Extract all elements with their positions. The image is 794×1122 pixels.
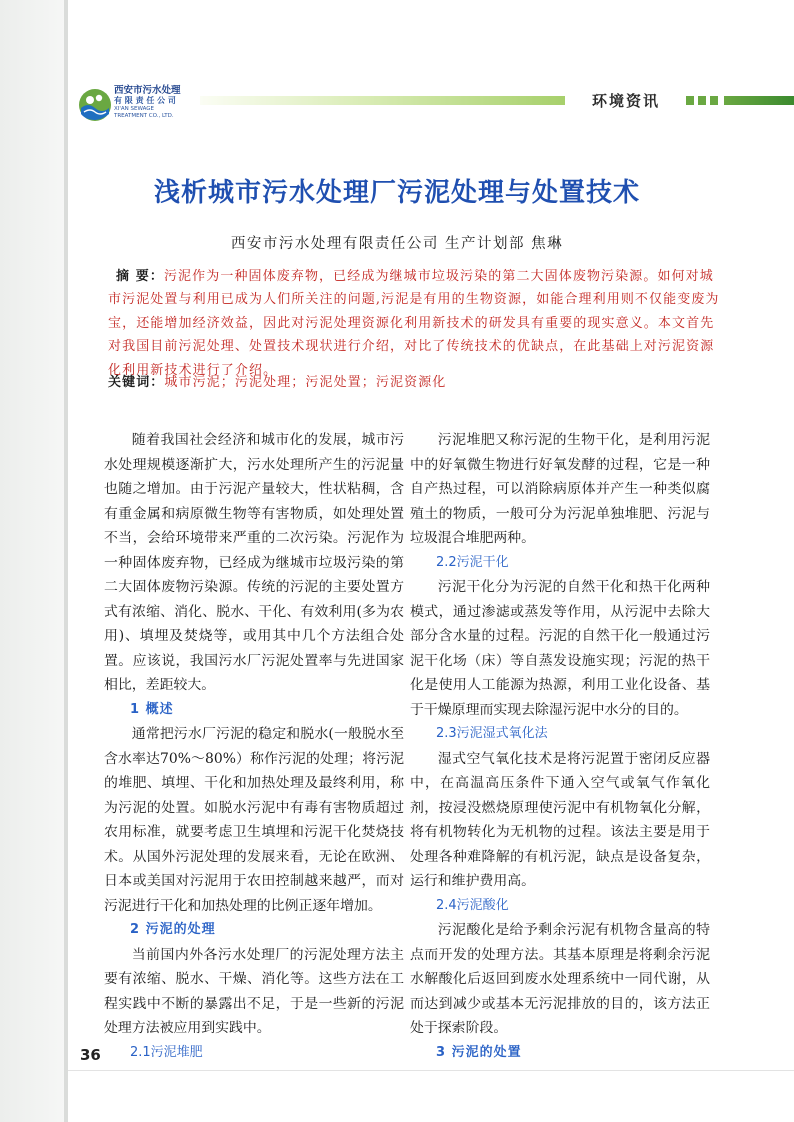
- header-end-bar: [724, 96, 794, 105]
- section-heading-2: 2 污泥的处理: [130, 922, 216, 937]
- paragraph: 污泥堆肥又称污泥的生物干化，是利用污泥中的好氧微生物进行好氧发酵的过程，它是一种自产热过程，可以消除病原体并产生一种类似腐殖土的物质，一般可分为污泥单独堆肥、污泥与垃圾混合堆肥两种。: [410, 432, 710, 546]
- subsection-heading-2-2: 2.2污泥干化: [436, 554, 509, 570]
- logo-emblem-icon: [78, 88, 112, 122]
- logo-subname: 有 限 责 任 公 司: [114, 96, 176, 105]
- footer-divider: [68, 1070, 794, 1071]
- abstract: [108, 265, 722, 382]
- right-column: [410, 428, 710, 1065]
- keywords-text: 城市污泥；污泥处理；污泥处置；污泥资源化: [164, 375, 447, 390]
- header-gradient-bar: [200, 96, 565, 105]
- keywords-label: 关键词：: [108, 375, 165, 390]
- logo-text-block: [114, 86, 204, 121]
- section-heading-1: 1 概述: [130, 701, 174, 717]
- page-number: 36: [80, 1046, 101, 1064]
- keywords: [108, 373, 722, 393]
- paragraph: 污泥干化分为污泥的自然干化和热干化两种模式，通过渗滤或蒸发等作用，从污泥中去除大部分含水量的过程。污泥的自然干化一般通过污泥干化场（床）等自蒸发设施实现；污泥的热干化是使用人工能源为热源，利用工业化设备、基于干燥原理而实现去除湿污泥中水分的目的。: [410, 579, 710, 718]
- header-square-2: [698, 96, 706, 105]
- section-heading-3: 3 污泥的处置: [436, 1044, 522, 1060]
- subsection-heading-2-1: 2.1污泥堆肥: [130, 1044, 203, 1060]
- left-column: [104, 428, 404, 1065]
- company-logo: [78, 86, 198, 124]
- page-side-bar-edge: [64, 0, 68, 1122]
- paragraph: 当前国内外各污水处理厂的污泥处理方法主要有浓缩、脱水、干燥、消化等。这些方法在工程实践中不断的暴露出不足，于是一些新的污泥处理方法被应用到实践中。: [104, 946, 404, 1036]
- paragraph: 污泥酸化是给予剩余污泥有机物含量高的特点而开发的处理方法。其基本原理是将剩余污泥水解酸化后返回到废水处理系统中一同代谢，从而达到减少或基本无污泥排放的目的，该方法正处于探索阶段。: [410, 922, 710, 1036]
- subsection-heading-2-4: 2.4污泥酸化: [436, 897, 509, 913]
- article-title: 浅析城市污水处理厂污泥处理与处置技术: [153, 178, 640, 208]
- paragraph: 通常把污水厂污泥的稳定和脱水(一般脱水至含水率达70%～80%）称作污泥的处理；将污泥的堆肥、填埋、干化和加热处理及最终利用，称为污泥的处置。如脱水污泥中有毒有害物质超过农用标准，就要考虑卫生填埋和污泥干化焚烧技术。从国外污泥处理的发展来看，无论在欧洲、日本或美国对污泥用于农田控制越来越严，而对污泥进行干化和加热处理的比例正逐年增加。: [104, 726, 404, 914]
- abstract-label: 摘 要：: [116, 269, 164, 284]
- logo-english-line-2: TREATMENT CO., LTD.: [114, 113, 174, 119]
- logo-english-line-1: XI'AN SEWAGE: [114, 106, 155, 112]
- header-square-1: [686, 96, 694, 105]
- paragraph: 随着我国社会经济和城市化的发展，城市污水处理规模逐渐扩大，污水处理所产生的污泥量也随之增加。由于污泥产量较大，性状粘稠，含有重金属和病原微生物等有害物质，如处理处置不当，会给环境带来严重的二次污染。污泥作为一种固体废弃物，已经成为继城市垃圾污染的第二大固体废物污染源。传统的污泥的主要处置方式有浓缩、消化、脱水、干化、有效利用(多为农用)、填埋及焚烧等，或用其中几个方法组合处置。应该说，我国污水厂污泥处置率与先进国家相比，差距较大。: [104, 432, 404, 693]
- article-author: 西安市污水处理有限责任公司 生产计划部 焦琳: [230, 236, 564, 252]
- logo-name: 西安市污水处理: [114, 85, 181, 96]
- paragraph: 湿式空气氧化技术是将污泥置于密闭反应器中，在高温高压条件下通入空气或氧气作氧化剂，按浸没燃烧原理使污泥中有机物氧化分解，将有机物转化为无机物的过程。该法主要是用于处理各种难降解的有机污泥，缺点是设备复杂，运行和维护费用高。: [410, 750, 710, 889]
- abstract-text: 污泥作为一种固体废弃物，已经成为继城市垃圾污染的第二大固体废物污染源。如何对城市污泥处置与利用已成为人们所关注的问题,污泥是有用的生物资源，如能合理利用则不仅能变废为宝，还能增加经济效益，因此对污泥处理资源化利用新技术的研发具有重要的现实意义。本文首先对我国目前污泥处理、处置技术现状进行介绍，对比了传统技术的优缺点，在此基础上对污泥资源化利用新技术进行了介绍。: [108, 269, 720, 378]
- header-square-3: [710, 96, 718, 105]
- section-label: 环境资讯: [591, 92, 660, 110]
- page-side-bar: [0, 0, 66, 1122]
- subsection-heading-2-3: 2.3污泥湿式氧化法: [436, 726, 548, 741]
